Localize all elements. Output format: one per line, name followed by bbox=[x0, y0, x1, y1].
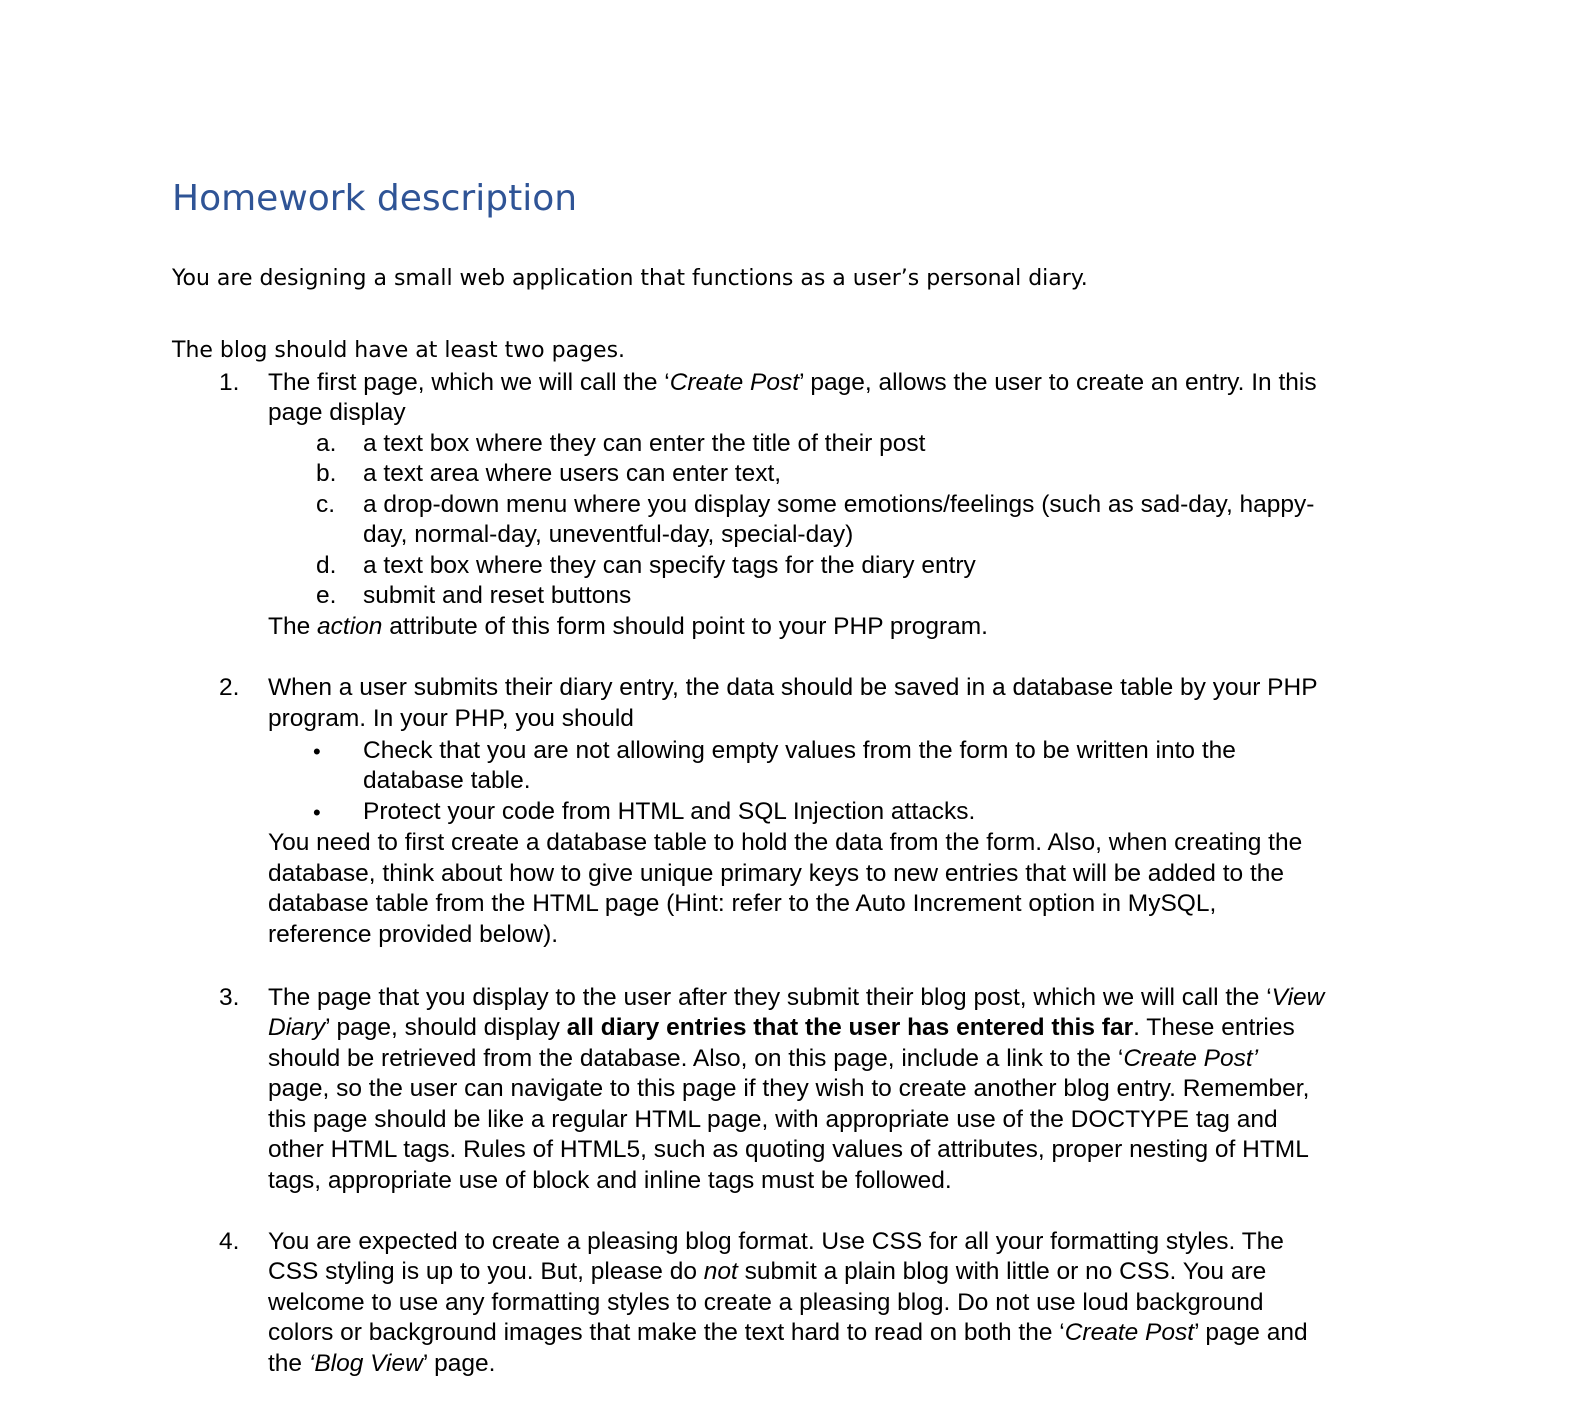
sub-item-text: day, normal-day, uneventful-day, special-day) bbox=[363, 521, 854, 548]
action-term: action bbox=[317, 613, 383, 640]
text-line: The first page, which we will call the ‘Create Post’ page, allows the user to create an entry. In this bbox=[268, 369, 1317, 396]
text-line: reference provided below). bbox=[268, 921, 559, 948]
sub-label: d. bbox=[316, 552, 337, 579]
blog-view-term: ‘Blog View bbox=[308, 1350, 423, 1377]
bullet-text: Check that you are not allowing empty values from the form to be written into the bbox=[363, 737, 1236, 764]
sub-item-text: a text box where they can enter the title of their post bbox=[363, 430, 926, 457]
sub-label: a. bbox=[316, 430, 337, 457]
text-line: this page should be like a regular HTML page, with appropriate use of the DOCTYPE tag and bbox=[268, 1106, 1278, 1133]
not-term: not bbox=[703, 1258, 738, 1285]
text-line: welcome to use any formatting styles to create a pleasing blog. Do not use loud background bbox=[268, 1289, 1264, 1316]
intro-pages-sentence: The blog should have at least two pages. bbox=[172, 338, 626, 363]
text-line: the ‘Blog View’ page. bbox=[268, 1350, 496, 1377]
text-line: should be retrieved from the database. Also, on this page, include a link to the ‘Create Post’ bbox=[268, 1045, 1259, 1072]
text-line: You are expected to create a pleasing blog format. Use CSS for all your formatting styles. The bbox=[268, 1228, 1284, 1255]
text-line: other HTML tags. Rules of HTML5, such as quoting values of attributes, proper nesting of HTML bbox=[268, 1136, 1309, 1163]
text-line: colors or background images that make the text hard to read on both the ‘Create Post’ page and bbox=[268, 1319, 1308, 1346]
sub-item-text: submit and reset buttons bbox=[363, 582, 632, 609]
list-number: 1. bbox=[219, 369, 240, 396]
page-title: Homework description bbox=[172, 178, 578, 219]
text-line: program. In your PHP, you should bbox=[268, 705, 634, 732]
create-post-term: Create Post bbox=[1064, 1319, 1195, 1346]
sub-label: e. bbox=[316, 582, 337, 609]
text-line: page display bbox=[268, 399, 406, 426]
bullet-text: database table. bbox=[363, 767, 531, 794]
list-number: 4. bbox=[219, 1228, 240, 1255]
create-post-term: Create Post bbox=[669, 369, 800, 396]
create-post-term: Create Post’ bbox=[1123, 1045, 1259, 1072]
sub-item-text: a text box where they can specify tags for the diary entry bbox=[363, 552, 976, 579]
diary-term: Diary bbox=[268, 1014, 326, 1041]
bullet-icon: • bbox=[313, 800, 321, 825]
sub-label: b. bbox=[316, 460, 337, 487]
bullet-icon: • bbox=[313, 739, 321, 764]
sub-item-text: a drop-down menu where you display some emotions/feelings (such as sad-day, happy- bbox=[363, 491, 1315, 518]
view-term: View bbox=[1271, 984, 1325, 1011]
text-line: page, so the user can navigate to this page if they wish to create another blog entry. Remember, bbox=[268, 1075, 1310, 1102]
text-line: database, think about how to give unique primary keys to new entries that will be added to the bbox=[268, 860, 1285, 887]
text-line: You need to first create a database table to hold the data from the form. Also, when creating the bbox=[268, 829, 1303, 856]
list-number: 3. bbox=[219, 984, 240, 1011]
bullet-text: Protect your code from HTML and SQL Injection attacks. bbox=[363, 798, 976, 825]
sub-label: c. bbox=[316, 491, 336, 518]
sub-item-text: a text area where users can enter text, bbox=[363, 460, 782, 487]
text-line: tags, appropriate use of block and inline tags must be followed. bbox=[268, 1167, 952, 1194]
intro-paragraph: You are designing a small web application that functions as a user’s personal diary. bbox=[172, 266, 1088, 291]
text-line: database table from the HTML page (Hint: refer to the Auto Increment option in MySQL, bbox=[268, 890, 1217, 917]
text-line: Diary’ page, should display all diary entries that the user has entered this far. These entries bbox=[268, 1014, 1295, 1041]
text-line: The action attribute of this form should point to your PHP program. bbox=[268, 613, 988, 640]
text-line: When a user submits their diary entry, the data should be saved in a database table by your PHP bbox=[268, 674, 1318, 701]
text-line: The page that you display to the user after they submit their blog post, which we will call the ‘View bbox=[268, 984, 1325, 1011]
emphasis-text: all diary entries that the user has entered this far bbox=[566, 1014, 1134, 1041]
list-number: 2. bbox=[219, 674, 240, 701]
text-line: CSS styling is up to you. But, please do not submit a plain blog with little or no CSS. You are bbox=[268, 1258, 1267, 1285]
